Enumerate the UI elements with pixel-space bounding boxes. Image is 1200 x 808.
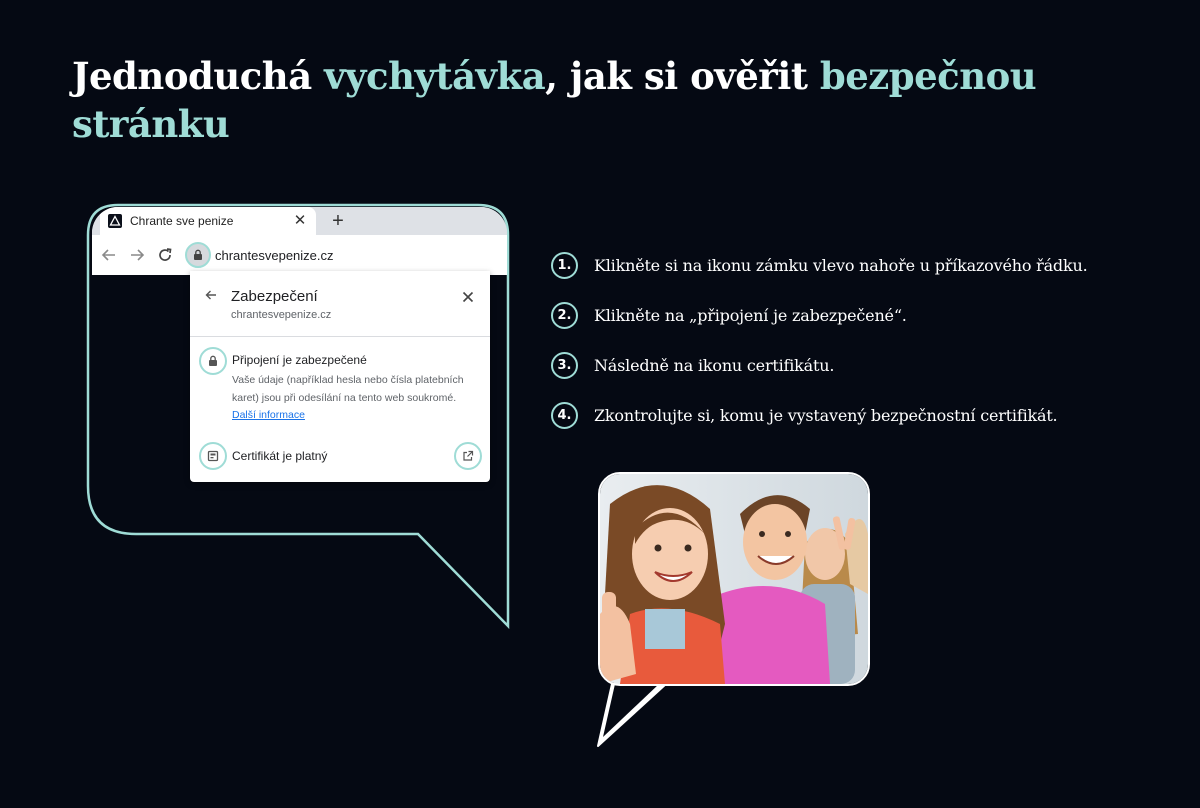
security-popup — [190, 271, 490, 482]
steps-list — [551, 250, 1087, 450]
forward-arrow-icon[interactable] — [123, 241, 151, 269]
step-text: Klikněte si na ikonu zámku vlevo nahoře u příkazového řádku. — [594, 255, 1088, 275]
students-photo — [598, 472, 870, 686]
url-text: chrantesvepenize.cz — [215, 247, 334, 263]
browser-toolbar — [92, 235, 507, 275]
step-item — [551, 300, 1087, 330]
browser-tab[interactable] — [100, 207, 316, 235]
certificate-valid-item[interactable]: Certifikát je platný — [232, 449, 328, 463]
step-item — [551, 250, 1087, 280]
tab-bar — [92, 207, 507, 235]
step-text: Klikněte na „připojení je zabezpečené“. — [594, 305, 907, 325]
step-text: Následně na ikonu certifikátu. — [594, 355, 835, 375]
connection-description: Vaše údaje (například hesla nebo čísla platebních karet) jsou při odesílání na tento web soukromé. — [232, 374, 464, 404]
title-part-1: Jednoduchá — [72, 54, 325, 98]
lock-icon[interactable] — [185, 242, 211, 268]
title-part-2: , jak si ověřit — [545, 54, 820, 98]
close-icon[interactable] — [462, 288, 474, 308]
step-number: 3. — [551, 352, 578, 379]
title-accent-1: vychytávka — [324, 54, 546, 98]
step-text: Zkontrolujte si, komu je vystavený bezpečnostní certifikát. — [594, 405, 1058, 425]
connection-secure-item[interactable]: Připojení je zabezpečené — [232, 353, 367, 367]
close-icon[interactable]: ✕ — [293, 212, 307, 229]
step-item — [551, 400, 1087, 430]
more-info-link[interactable]: Další informace — [232, 409, 305, 421]
popup-title: Zabezpečení — [231, 288, 318, 305]
step-number: 1. — [551, 252, 578, 279]
back-arrow-icon[interactable] — [204, 288, 220, 304]
step-item — [551, 350, 1087, 380]
title-accent-2: bezpečnou stránku — [72, 54, 1037, 146]
back-arrow-icon[interactable] — [95, 241, 123, 269]
external-link-icon[interactable] — [454, 442, 482, 470]
address-bar[interactable] — [185, 240, 507, 270]
browser-window — [92, 207, 507, 275]
divider — [190, 336, 490, 337]
step-number: 2. — [551, 302, 578, 329]
certificate-icon[interactable] — [199, 442, 227, 470]
students-illustration — [600, 474, 868, 684]
popup-url: chrantesvepenize.cz — [231, 309, 332, 321]
tab-title: Chrante sve penize — [130, 214, 234, 228]
warning-triangle-icon — [108, 214, 122, 228]
reload-icon[interactable] — [151, 241, 179, 269]
new-tab-button[interactable]: + — [332, 210, 344, 232]
lock-icon — [199, 347, 227, 375]
step-number: 4. — [551, 402, 578, 429]
